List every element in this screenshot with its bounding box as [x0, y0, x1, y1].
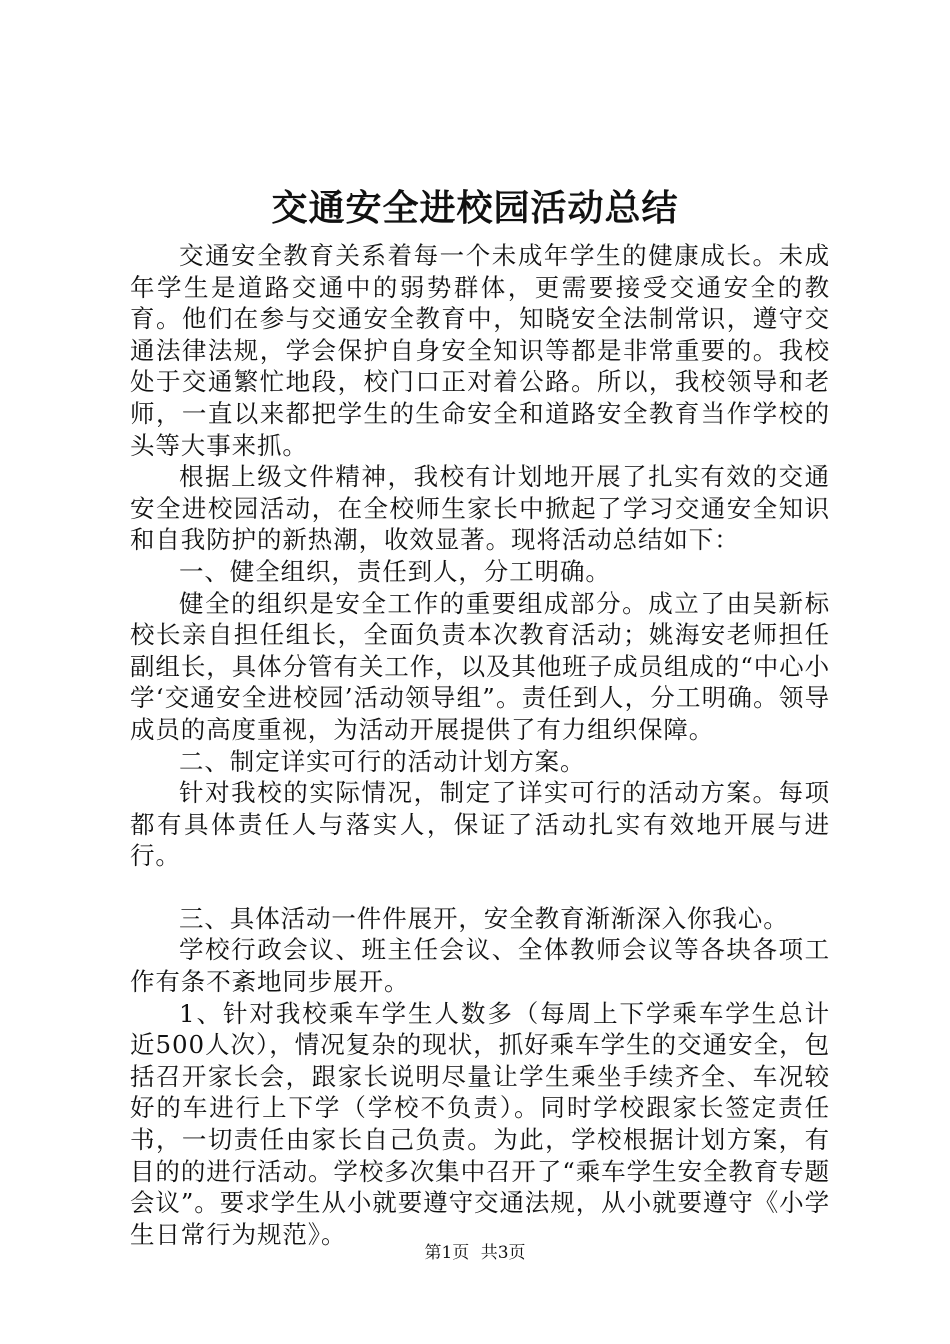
paragraph-overview: 根据上级文件精神，我校有计划地开展了扎实有效的交通安全进校园活动，在全校师生家长中掀起了学习交通安全知识和自我防护的新热潮，收效显著。现将活动总结如下： — [130, 462, 830, 555]
page-footer — [0, 1241, 950, 1265]
section-heading-1: 一、健全组织，责任到人，分工明确。 — [179, 556, 611, 586]
page-number: 第1页 — [424, 1243, 470, 1263]
paragraph-intro: 交通安全教育关系着每一个未成年学生的健康成长。未成年学生是道路交通中的弱势群体，更需要接受交通安全的教育。他们在参与交通安全教育中，知晓安全法制常识，遵守交通法律法规，学会保护自身安全知识等都是非常重要的。我校处于交通繁忙地段，校门口正对着公路。所以，我校领导和老师，一直以来都把学生的生命安全和道路安全教育当作学校的头等大事来抓。 — [130, 241, 830, 460]
section-heading-3: 三、具体活动一件件展开，安全教育渐渐深入你我心。 — [179, 903, 789, 933]
document-body — [130, 240, 830, 1250]
page-total: 共3页 — [480, 1243, 526, 1263]
paragraph-organization: 健全的组织是安全工作的重要组成部分。成立了由吴新标校长亲自担任组长，全面负责本次教育活动；姚海安老师担任副组长，具体分管有关工作，以及其他班子成员组成的“中心小学‘交通安全进校园’活动领导组”。责任到人，分工明确。领导成员的高度重视，为活动开展提供了有力组织保障。 — [130, 588, 830, 744]
section-heading-2: 二、制定详实可行的活动计划方案。 — [179, 746, 586, 776]
paragraph-plan: 针对我校的实际情况，制定了详实可行的活动方案。每项都有具体责任人与落实人，保证了活动扎实有效地开展与进行。 — [130, 778, 830, 871]
paragraph-meetings: 学校行政会议、班主任会议、全体教师会议等各块各项工作有条不紊地同步展开。 — [130, 935, 830, 997]
document-title: 交通安全进校园活动总结 — [271, 187, 679, 229]
paragraph-item-1: 1、针对我校乘车学生人数多（每周上下学乘车学生总计近500人次），情况复杂的现状，抓好乘车学生的交通安全，包括召开家长会，跟家长说明尽量让学生乘坐手续齐全、车况较好的车进行上下学（学校不负责）。同时学校跟家长签定责任书，一切责任由家长自己负责。为此，学校根据计划方案，有目的的进行活动。学校多次集中召开了“乘车学生安全教育专题会议”。要求学生从小就要遵守交通法规，从小就要遵守《小学生日常行为规范》。 — [130, 998, 830, 1249]
